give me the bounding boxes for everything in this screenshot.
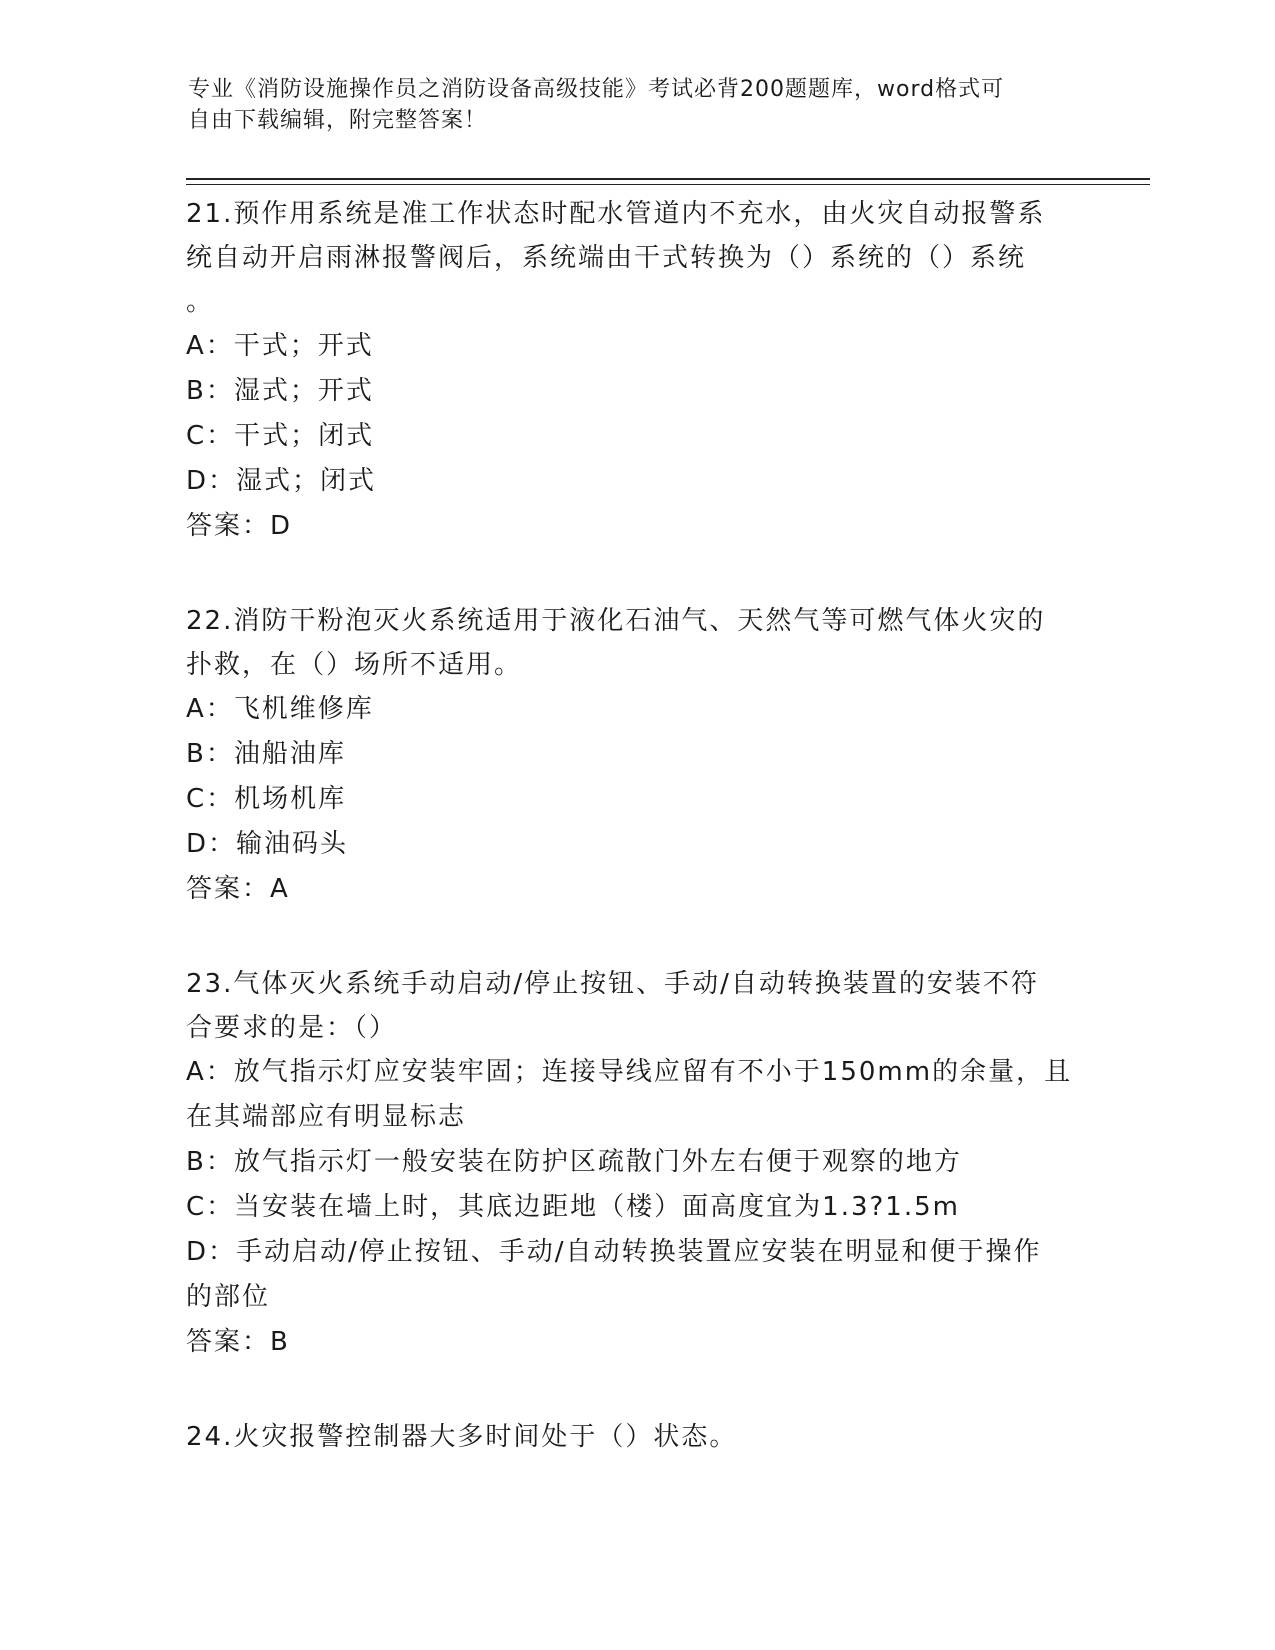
question-22 — [186, 599, 1086, 912]
question-23 — [186, 962, 1086, 1365]
header-divider-thin — [186, 184, 1150, 185]
question-list — [186, 192, 1086, 1509]
question-text-line: 统自动开启雨淋报警阀后，系统端由干式转换为（）系统的（）系统 — [186, 243, 1027, 273]
option-c: C：干式；闭式 — [186, 421, 375, 451]
option-d-continued: 的部位 — [186, 1282, 271, 1312]
header-line-1: 专业《消防设施操作员之消防设备高级技能》考试必背200题题库，word格式可 — [188, 77, 1005, 102]
option-d: D：手动启动/停止按钮、手动/自动转换装置应安装在明显和便于操作 — [186, 1237, 1042, 1267]
option-a: A：干式；开式 — [186, 331, 374, 361]
question-text-line: 24.火灾报警控制器大多时间处于（）状态。 — [186, 1422, 738, 1452]
question-text-line: 21.预作用系统是准工作状态时配水管道内不充水，由火灾自动报警系 — [186, 199, 1046, 229]
question-text-line: 。 — [186, 287, 215, 317]
option-c: C：当安装在墙上时，其底边距地（楼）面高度宜为1.3?1.5m — [186, 1192, 960, 1222]
option-a: A：放气指示灯应安装牢固；连接导线应留有不小于150mm的余量，且 — [186, 1057, 1073, 1087]
answer-line: 答案：A — [186, 874, 290, 904]
option-d: D：输油码头 — [186, 829, 349, 859]
header-divider-thick — [186, 178, 1150, 180]
question-text-line: 23.气体灭火系统手动启动/停止按钮、手动/自动转换装置的安装不符 — [186, 969, 1039, 999]
question-text-line: 合要求的是：（） — [186, 1013, 398, 1043]
option-d: D：湿式；闭式 — [186, 466, 377, 496]
answer-line: 答案：B — [186, 1327, 290, 1357]
option-c: C：机场机库 — [186, 784, 347, 814]
question-text-line: 扑救，在（）场所不适用。 — [186, 650, 523, 680]
option-b: B：油船油库 — [186, 739, 346, 769]
question-21 — [186, 192, 1086, 549]
question-text-line: 22.消防干粉泡灭火系统适用于液化石油气、天然气等可燃气体火灾的 — [186, 606, 1046, 636]
header-line-2: 自由下载编辑，附完整答案！ — [188, 108, 488, 133]
option-a-continued: 在其端部应有明显标志 — [186, 1102, 467, 1132]
question-24 — [186, 1415, 1086, 1459]
option-a: A：飞机维修库 — [186, 694, 374, 724]
option-b: B：湿式；开式 — [186, 376, 374, 406]
document-header — [188, 74, 1068, 136]
answer-line: 答案：D — [186, 511, 293, 541]
option-b: B：放气指示灯一般安装在防护区疏散门外左右便于观察的地方 — [186, 1147, 962, 1177]
